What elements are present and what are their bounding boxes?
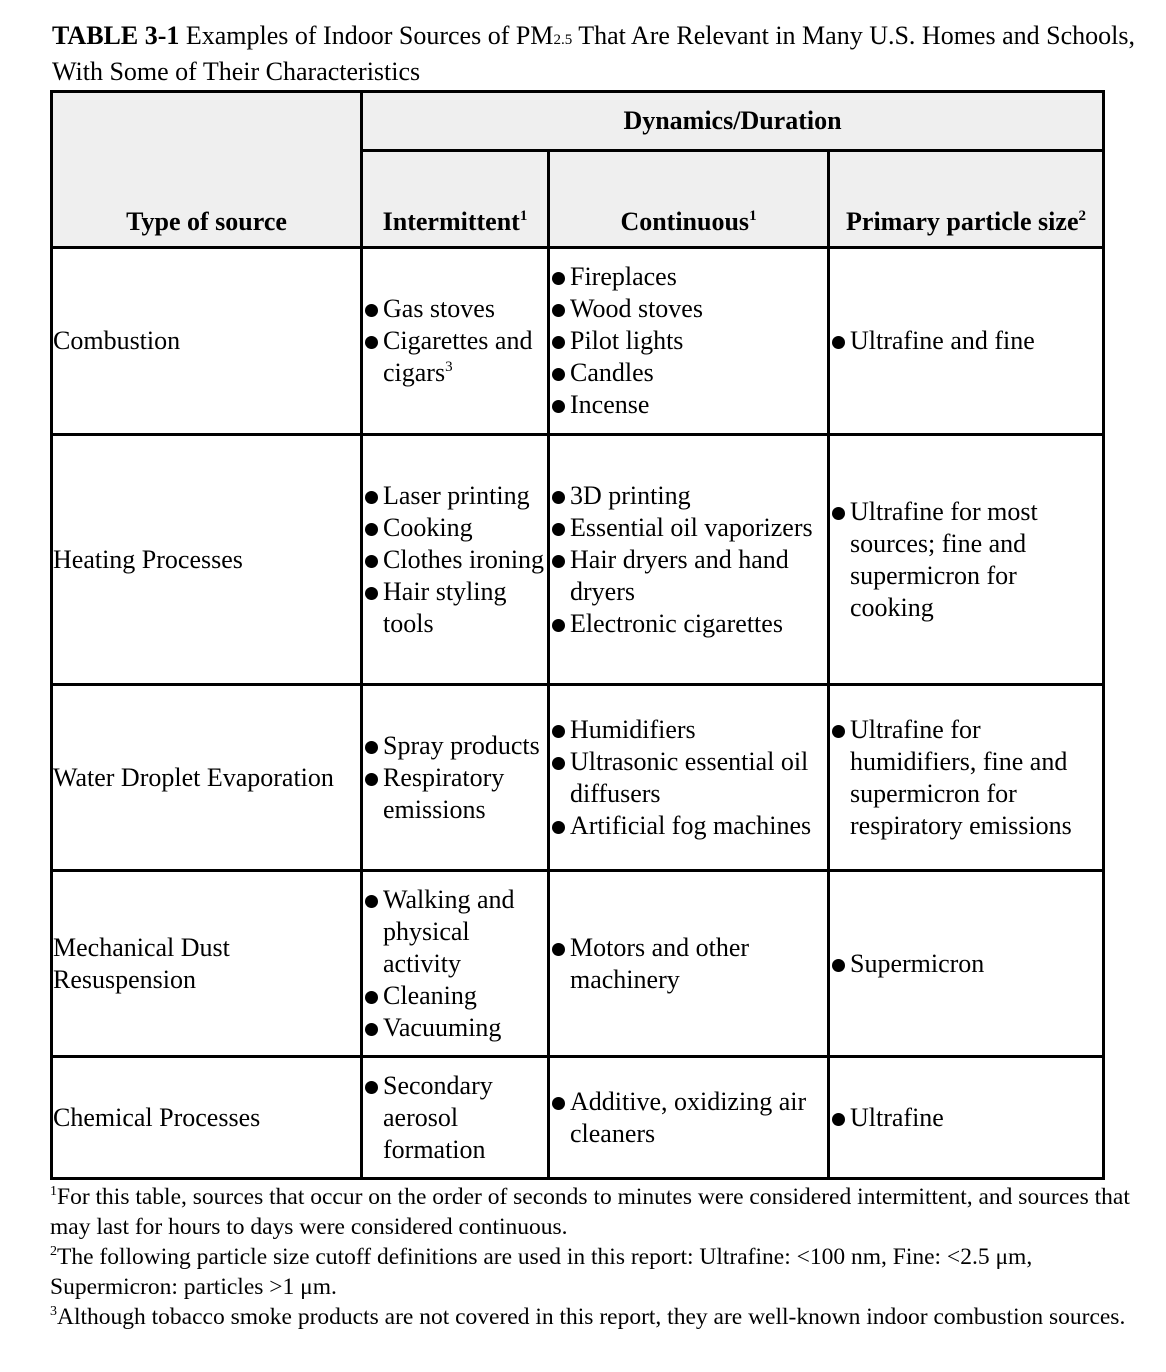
footnote bbox=[50, 1302, 1140, 1332]
caption-text-before: Examples of Indoor Sources of PM bbox=[179, 21, 554, 50]
intermittent-cell bbox=[362, 435, 549, 685]
list-item: Humidifiers bbox=[550, 714, 827, 746]
header-particle-size bbox=[829, 151, 1104, 248]
list-item: Candles bbox=[550, 357, 827, 389]
list-item: Wood stoves bbox=[550, 293, 827, 325]
list-item: Ultrafine bbox=[830, 1102, 1102, 1134]
list-item: Walking and physical activity bbox=[363, 884, 547, 980]
size-cell bbox=[829, 248, 1104, 435]
header-continuous bbox=[549, 151, 829, 248]
list-item: Hair dryers and hand dryers bbox=[550, 544, 827, 608]
footnote-text: The following particle size cutoff definitions are used in this report: Ultrafine: <100 nm, Fine: <2.5 μm, Supermicron: particles >1 μm. bbox=[50, 1244, 1033, 1300]
list-item: 3D printing bbox=[550, 480, 827, 512]
list-item-text: Cigarettes and cigars bbox=[383, 326, 533, 387]
intermittent-cell bbox=[362, 1057, 549, 1179]
list-item: Cooking bbox=[363, 512, 547, 544]
caption-text-after: That Are Relevant in Many U.S. Homes and Schools, With Some of Their Characteristics bbox=[52, 21, 1135, 86]
source-cell: Combustion bbox=[52, 248, 362, 435]
list-item: Incense bbox=[550, 389, 827, 421]
list-item: Electronic cigarettes bbox=[550, 608, 827, 640]
table-row bbox=[52, 248, 1104, 435]
caption-subscript: 2.5 bbox=[553, 32, 573, 48]
source-cell: Mechanical Dust Resuspension bbox=[52, 871, 362, 1057]
list-item: Essential oil vaporizers bbox=[550, 512, 827, 544]
list-item: Artificial fog machines bbox=[550, 810, 827, 842]
footnote-ref: 1 bbox=[519, 208, 528, 224]
footnote-ref: 3 bbox=[445, 359, 453, 375]
continuous-cell bbox=[549, 435, 829, 685]
table-row bbox=[52, 1057, 1104, 1179]
list-item: Clothes ironing bbox=[363, 544, 547, 576]
footnote-ref: 1 bbox=[749, 208, 757, 224]
intermittent-cell bbox=[362, 871, 549, 1057]
list-item: Laser printing bbox=[363, 480, 547, 512]
footnote-text: For this table, sources that occur on the order of seconds to minutes were considered intermittent, and sources that may last for hours to days were considered continuous. bbox=[50, 1184, 1130, 1240]
list-item: Fireplaces bbox=[550, 261, 827, 293]
intermittent-cell bbox=[362, 248, 549, 435]
list-item: Gas stoves bbox=[363, 293, 547, 325]
list-item: Spray products bbox=[363, 730, 547, 762]
list-item: Pilot lights bbox=[550, 325, 827, 357]
continuous-cell bbox=[549, 1057, 829, 1179]
header-continuous-label: Continuous bbox=[620, 207, 750, 236]
continuous-cell bbox=[549, 871, 829, 1057]
source-cell: Heating Processes bbox=[52, 435, 362, 685]
intermittent-cell bbox=[362, 685, 549, 871]
table-row bbox=[52, 871, 1104, 1057]
table-caption bbox=[50, 20, 1140, 88]
list-item: Respiratory emissions bbox=[363, 762, 547, 826]
list-item: Secondary aerosol formation bbox=[363, 1070, 547, 1166]
table-row bbox=[52, 435, 1104, 685]
list-item bbox=[363, 325, 547, 389]
size-cell bbox=[829, 435, 1104, 685]
list-item: Ultrasonic essential oil diffusers bbox=[550, 746, 827, 810]
continuous-cell bbox=[549, 685, 829, 871]
size-cell bbox=[829, 1057, 1104, 1179]
footnote bbox=[50, 1242, 1140, 1302]
list-item: Ultrafine for most sources; fine and supermicron for cooking bbox=[830, 496, 1102, 624]
header-dynamics-duration: Dynamics/Duration bbox=[362, 92, 1104, 151]
size-cell bbox=[829, 685, 1104, 871]
list-item: Cleaning bbox=[363, 980, 547, 1012]
list-item: Vacuuming bbox=[363, 1012, 547, 1044]
caption-label: TABLE 3-1 bbox=[52, 21, 180, 50]
list-item: Supermicron bbox=[830, 948, 1102, 980]
source-cell: Water Droplet Evaporation bbox=[52, 685, 362, 871]
header-intermittent bbox=[362, 151, 549, 248]
footnote-text: Although tobacco smoke products are not covered in this report, they are well-known indoor combustion sources. bbox=[57, 1304, 1126, 1330]
document-page bbox=[50, 20, 1140, 1332]
list-item: Ultrafine for humidifiers, fine and supermicron for respiratory emissions bbox=[830, 714, 1102, 842]
table-row bbox=[52, 685, 1104, 871]
header-type-of-source: Type of source bbox=[52, 92, 362, 248]
continuous-cell bbox=[549, 248, 829, 435]
source-cell: Chemical Processes bbox=[52, 1057, 362, 1179]
header-intermittent-label: Intermittent bbox=[382, 207, 520, 236]
list-item: Hair styling tools bbox=[363, 576, 547, 640]
footnote-mark: 2 bbox=[50, 1244, 57, 1259]
footnotes bbox=[50, 1182, 1140, 1332]
footnote-mark: 3 bbox=[50, 1304, 57, 1319]
sources-table bbox=[50, 90, 1105, 1180]
header-particle-size-label: Primary particle size bbox=[846, 207, 1079, 236]
list-item: Ultrafine and fine bbox=[830, 325, 1102, 357]
size-cell bbox=[829, 871, 1104, 1057]
footnote bbox=[50, 1182, 1140, 1242]
list-item: Motors and other machinery bbox=[550, 932, 827, 996]
footnote-ref: 2 bbox=[1078, 208, 1086, 224]
footnote-mark: 1 bbox=[50, 1184, 57, 1199]
list-item: Additive, oxidizing air cleaners bbox=[550, 1086, 827, 1150]
